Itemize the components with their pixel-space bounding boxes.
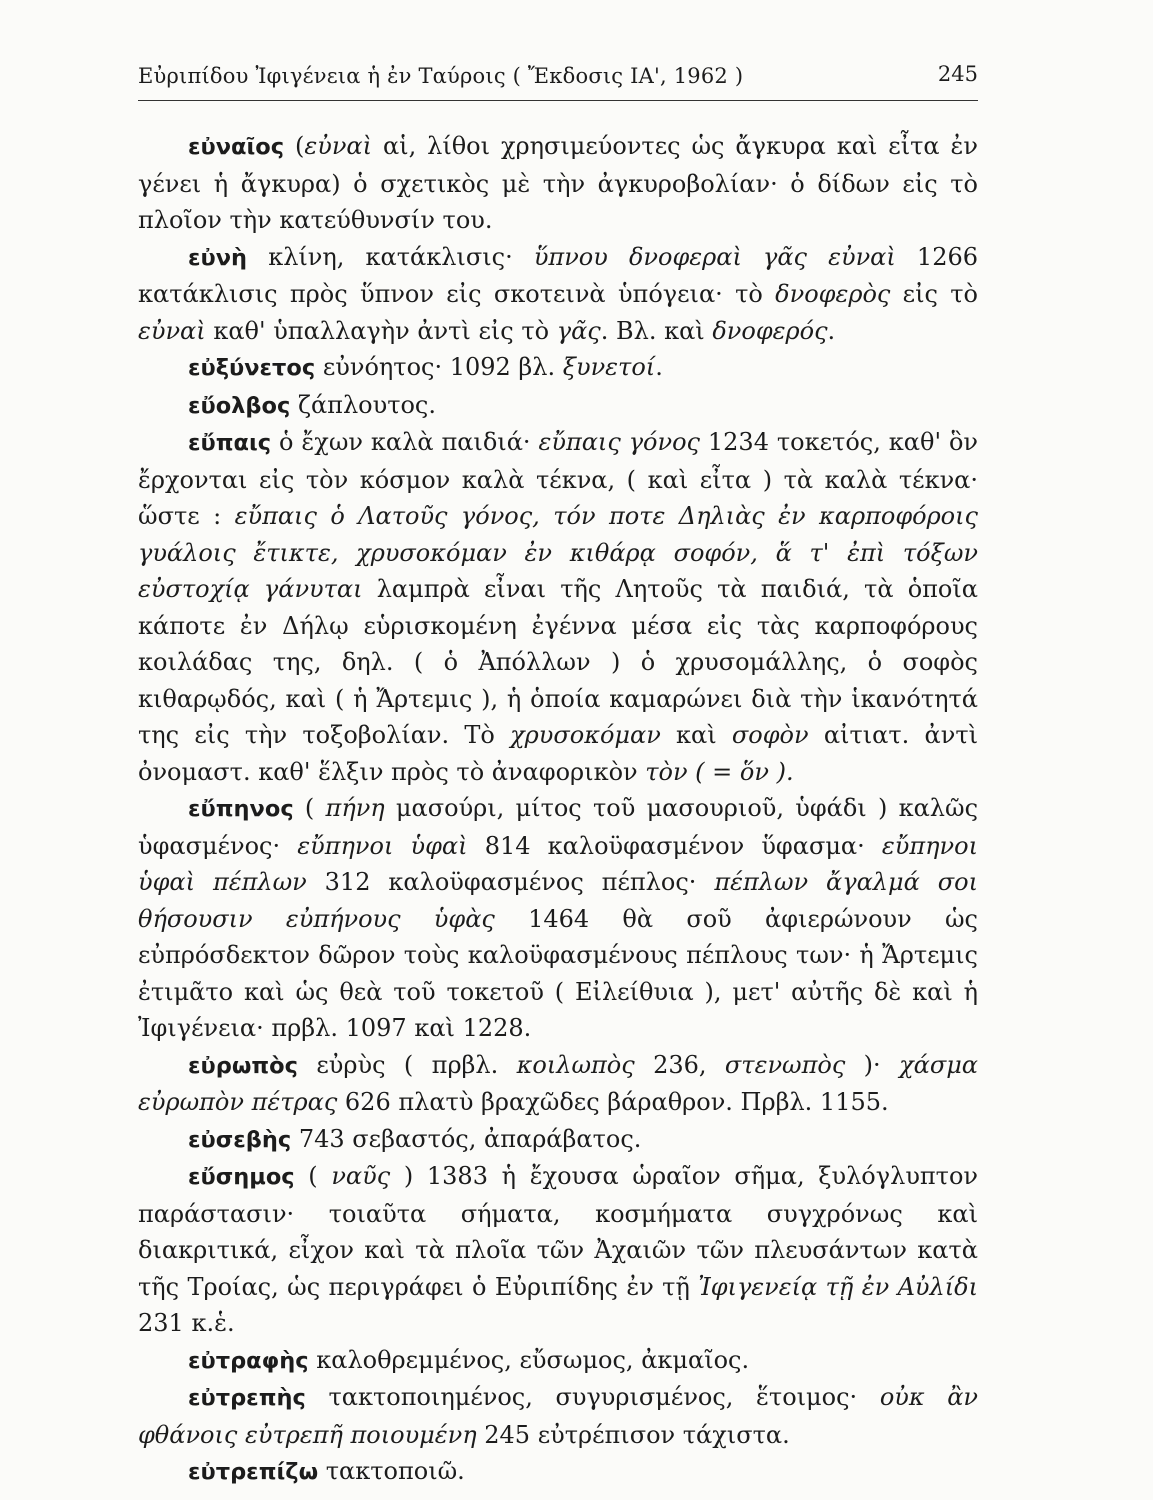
- entry-text: 231 κ.ἑ.: [138, 1309, 235, 1337]
- entry-headword: εὐτρεπὴς: [188, 1385, 306, 1411]
- entry-quote-text: σοφὸν: [731, 721, 809, 749]
- entry-text: 236,: [634, 1050, 725, 1079]
- entry-quote-text: εὔπηνοι ὑφαὶ πέπλων: [138, 831, 978, 896]
- entry-headword: εὐτραφὴς: [188, 1347, 309, 1374]
- entry-text: 245 εὐτρέπισον τάχιστα.: [476, 1420, 790, 1449]
- entry-text: 1464 θὰ σοῦ ἀφιερώνουν ὡς εὐπρόσδεκτον δῶρον τοὺς καλοϋφασμένους πέπλους των· ἡ Ἄρτεμις ἐτιμᾶτο καὶ ὡς θεὰ τοῦ τοκετοῦ ( Εἰλείθυια ), μετ' αὐτῆς δὲ καὶ ἡ Ἰφιγένεια· πρβλ. 1097 καὶ 1228.: [138, 904, 978, 1042]
- entry-headword: εὐξύνετος: [188, 355, 316, 381]
- entry-text: τακτοποιῶ.: [318, 1457, 465, 1485]
- entry-text: 1234 τοκετός, καθ' ὃν ἔρχονται εἰς τὸν κόσμον καλὰ τέκνα, ( καὶ εἶτα ) τὰ καλὰ τέκνα· ὥστε :: [138, 428, 978, 530]
- glossary-entry: [138, 790, 978, 1047]
- entry-quote-text: κοιλωπὸς: [516, 1050, 635, 1079]
- glossary-entries: [138, 128, 978, 1491]
- entry-text: ) 1383 ἡ ἔχουσα ὡραῖον σῆμα, ξυλόγλυπτον παράστασιν· τοιαῦτα σήματα, κοσμήματα συγχρόνως καὶ διακριτικά, εἶχον καὶ τὰ πλοῖα τῶν Ἀχαιῶν τῶν πλευσάντων κατὰ τῆς Τροίας, ὡς περιγράφει ὁ Εὐριπίδης ἐν τῇ: [138, 1162, 978, 1301]
- entry-text: (: [294, 1162, 332, 1190]
- page-number: 245: [937, 62, 978, 86]
- entry-text: (: [293, 794, 326, 822]
- entry-text: λαμπρὰ εἶναι τῆς Λητοῦς τὰ παιδιά, τὰ ὁποῖα κάποτε ἐν Δήλῳ εὑρισκομένη ἐγέννα μέσα εἰς τὰς καρποφόρους κοιλάδας της, δηλ. ( ὁ Ἀπόλλων ) ὁ χρυσομάλλης, ὁ σοφὸς κιθαρῳδός, καὶ ( ἡ Ἄρτεμις ), ἡ ὁποία καμαρώνει διὰ τὴν ἱκανότητά της εἰς τὴν τοξοβολίαν. Τὸ: [138, 575, 978, 749]
- glossary-entry: [138, 1453, 978, 1491]
- entry-text: εἰς τὸ: [890, 280, 978, 308]
- glossary-entry: [138, 239, 978, 350]
- entry-quote-text: δνοφερὸς: [775, 280, 891, 308]
- entry-quote-text: ξυνετοί: [562, 353, 656, 381]
- entry-quote-text: δνοφερός: [712, 316, 828, 345]
- entry-text: εὐρὺς ( πρβλ.: [297, 1050, 517, 1079]
- glossary-entry: [138, 128, 978, 239]
- entry-quote-text: εὐναὶ: [304, 132, 373, 160]
- entry-text: 743 σεβαστός, ἀπαράβατος.: [291, 1124, 642, 1153]
- entry-quote-text: εὔπαις γόνος: [538, 428, 700, 456]
- entry-quote-text: Ἰφιγενείᾳ τῇ ἐν Αὐλίδι: [698, 1272, 978, 1301]
- entry-text: .: [655, 353, 663, 381]
- entry-headword: εὐρωπὸς: [188, 1052, 298, 1079]
- entry-quote-text: τὸν ( = ὅν ).: [645, 757, 794, 786]
- entry-headword: εὔολβος: [188, 392, 291, 419]
- entry-text: τακτοποιημένος, συγυρισμένος, ἕτοιμος·: [305, 1383, 880, 1411]
- entry-text: καλοθρεμμένος, εὔσωμος, ἀκμαῖος.: [308, 1345, 750, 1374]
- entry-quote-text: εὔπηνοι ὑφαὶ: [297, 831, 468, 860]
- entry-quote-text: ὕπνου δνοφεραὶ γᾶς εὐναὶ: [533, 242, 896, 271]
- glossary-entry: [138, 349, 978, 387]
- page-header: [138, 60, 978, 101]
- entry-headword: εὔπηνος: [188, 796, 294, 822]
- entry-text: )·: [845, 1050, 900, 1079]
- entry-quote-text: εὐναὶ: [138, 316, 206, 345]
- entry-text: αἰτιατ. ἀντὶ ὀνομαστ. καθ' ἕλξιν πρὸς τὸ ἀναφορικὸν: [138, 721, 979, 786]
- glossary-entry: [138, 1121, 978, 1159]
- entry-headword: εὔσημος: [188, 1164, 295, 1190]
- glossary-entry: [138, 1047, 978, 1121]
- entry-text: 312 καλοϋφασμένος πέπλος·: [306, 868, 715, 896]
- entry-text: ζάπλουτος.: [290, 390, 436, 419]
- entry-text: .: [827, 316, 836, 345]
- entry-text: 626 πλατὺ βραχῶδες βάραθρον. Πρβλ. 1155.: [337, 1088, 889, 1116]
- entry-quote-text: ναῦς: [331, 1162, 391, 1190]
- entry-quote-text: εὔπαις ὁ Λατοῦς γόνος, τόν ποτε Δηλιὰς ἐν καρποφόροις γυάλοις ἔτικτε, χρυσοκόμαν ἐν κιθάρᾳ σοφόν, ἅ τ' ἐπὶ τόξων εὐστοχίᾳ γάνυται: [138, 502, 978, 603]
- glossary-entry: [138, 1379, 978, 1453]
- entry-headword: εὐτρεπίζω: [188, 1459, 319, 1485]
- entry-text: καθ' ὑπαλλαγὴν ἀντὶ εἰς τὸ: [205, 316, 557, 345]
- glossary-entry: [138, 1342, 978, 1380]
- entry-quote-text: γᾶς: [556, 316, 601, 345]
- entry-quote-text: πήνη: [325, 794, 385, 822]
- entry-quote-text: πέπλων ἄγαλμά σοι θήσουσιν εὐπήνους ὑφὰς: [138, 868, 978, 933]
- entry-text: αἱ, λίθοι χρησιμεύοντες ὡς ἄγκυρα καὶ εἶτα ἐν γένει ἡ ἄγκυρα) ὁ σχετικὸς μὲ τὴν ἀγκυροβολίαν· ὁ δίδων εἰς τὸ πλοῖον τὴν κατεύθυνσίν του.: [138, 132, 978, 234]
- entry-text: ὁ ἔχων καλὰ παιδιά·: [271, 428, 539, 456]
- entry-text: μασούρι, μίτος τοῦ μασουριοῦ, ὑφάδι ) καλῶς ὑφασμένος·: [138, 794, 979, 860]
- entry-text: 814 καλοϋφασμένον ὕφασμα·: [467, 831, 882, 860]
- running-title: Εὐριπίδου Ἰφιγένεια ἡ ἐν Ταύροις ( Ἔκδοσις ΙΑ', 1962 ): [138, 64, 744, 88]
- glossary-entry: [138, 1158, 978, 1342]
- entry-quote-text: χρυσοκόμαν: [510, 721, 661, 749]
- entry-text: εὐνόητος· 1092 βλ.: [315, 353, 563, 381]
- entry-quote-text: οὐκ ἂν φθάνοις εὐτρεπῆ ποιουμένη: [138, 1383, 979, 1449]
- entry-text: 1266 κατάκλισις πρὸς ὕπνον εἰς σκοτεινὰ ὑπόγεια· τὸ: [138, 242, 979, 308]
- entry-text: κλίνη, κατάκλισις·: [247, 242, 534, 271]
- entry-headword: εὐνὴ: [188, 244, 248, 271]
- entry-headword: εὐσεβὴς: [188, 1126, 292, 1153]
- glossary-entry: [138, 387, 978, 425]
- entry-quote-text: χάσμα εὐρωπὸν πέτρας: [138, 1050, 978, 1116]
- entry-text: (: [284, 132, 305, 160]
- entry-quote-text: στενωπὸς: [724, 1050, 846, 1079]
- glossary-entry: [138, 424, 978, 790]
- entry-text: καὶ: [660, 721, 732, 749]
- entry-text: . Βλ. καὶ: [600, 316, 713, 345]
- entry-headword: εὔπαις: [188, 430, 272, 456]
- entry-headword: εὐναῖος: [188, 134, 285, 160]
